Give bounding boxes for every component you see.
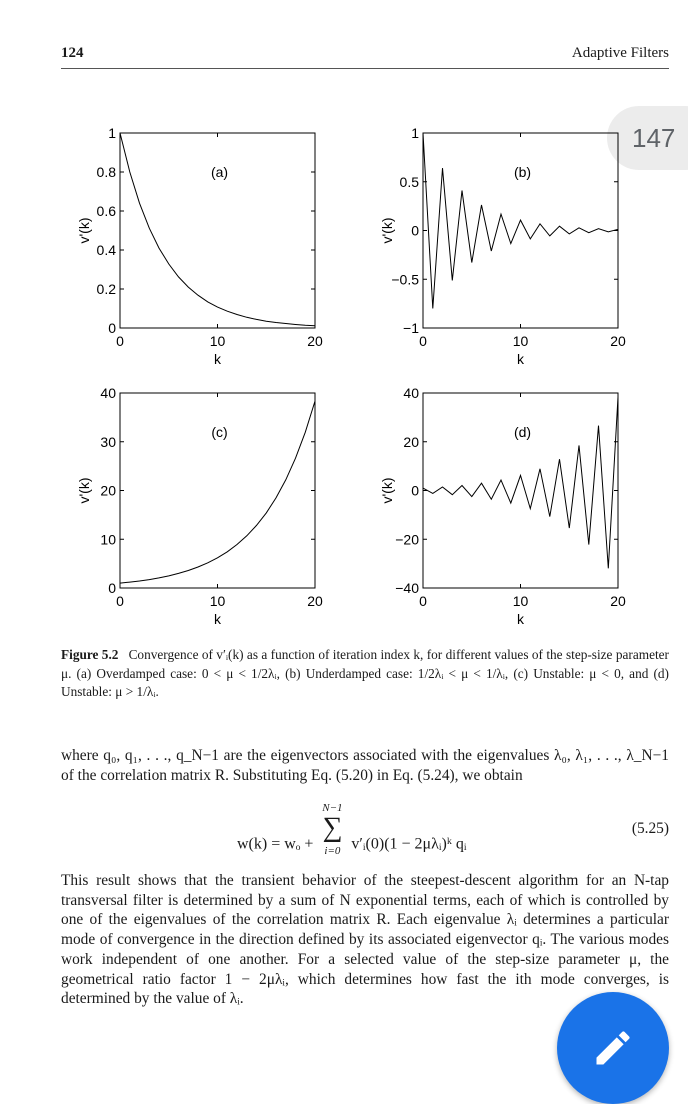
y-tick-label: 20: [403, 433, 419, 450]
x-tick-label: 20: [307, 333, 323, 349]
y-tick-label: −0.5: [391, 271, 419, 288]
y-tick-label: 10: [100, 531, 116, 548]
y-tick-label: −1: [403, 320, 419, 336]
x-tick-label: 0: [116, 333, 124, 349]
y-tick-label: 0.6: [96, 203, 116, 219]
y-tick-label: 0.2: [96, 281, 116, 297]
y-tick-label: 20: [100, 482, 116, 499]
sum-lower-limit: i=0: [324, 845, 341, 857]
y-tick-label: −40: [395, 580, 419, 596]
x-tick-label: 10: [209, 333, 226, 349]
series-line: [423, 133, 618, 309]
plot-frame: [423, 393, 618, 588]
y-tick-label: 1: [411, 125, 419, 141]
series-line: [423, 397, 618, 568]
x-tick-label: 20: [610, 333, 626, 349]
plot-panel-1: [76, 125, 323, 367]
y-axis-label: v'(k): [379, 477, 395, 504]
y-tick-label: −20: [395, 531, 419, 548]
sigma-icon: ∑: [322, 812, 343, 843]
y-tick-label: 0: [411, 222, 419, 239]
plot-frame: [423, 133, 618, 328]
y-tick-label: 0: [108, 580, 116, 596]
paragraph-transient-behavior: This result shows that the transient behavior of the steepest-descent algorithm for an N-tap transversal filter is determined by a sum of N exponential terms, each of which is controlled by one of the eigenvalues of the correlation matrix R. Each eigenvalue λᵢ determines a particular mode of convergence in the direction defined by its associated eigenvector qᵢ. The various modes work independent of one another. For a selected value of the step-size parameter μ, the geometrical ratio factor 1 − 2μλᵢ, which determines how fast the ith mode converges, is determined by the value of λᵢ.: [61, 872, 669, 1008]
y-tick-label: 0: [411, 482, 419, 499]
y-axis-label: v'(k): [76, 477, 92, 504]
y-tick-label: 40: [100, 385, 116, 401]
y-axis-label: v'(k): [379, 217, 395, 244]
x-axis-label: k: [517, 351, 524, 367]
equation-lhs: w(k) = wₒ +: [237, 835, 314, 853]
x-axis-label: k: [517, 611, 524, 627]
x-axis-label: k: [214, 611, 221, 627]
y-axis-label: v'(k): [76, 217, 92, 244]
y-tick-label: 1: [108, 125, 116, 141]
page-number: 124: [61, 45, 84, 61]
panel-tag: (b): [513, 164, 532, 180]
equation-5-25: [61, 800, 669, 860]
y-tick-label: 40: [403, 385, 419, 401]
y-tick-label: 0.5: [399, 173, 419, 190]
panel-tag: (c): [211, 424, 228, 440]
plot-frame: [120, 393, 315, 588]
equation-number: (5.25): [631, 820, 669, 837]
x-tick-label: 0: [419, 593, 427, 609]
equation-rhs: v′ᵢ(0)(1 − 2μλᵢ)ᵏ qᵢ: [351, 835, 467, 853]
plot-panel-2: [379, 125, 626, 367]
sum-upper-limit: N−1: [322, 802, 343, 814]
x-tick-label: 10: [512, 593, 529, 609]
summation-symbol: [317, 802, 347, 870]
x-axis-label: k: [214, 351, 221, 367]
page-indicator-badge: 147: [607, 106, 688, 170]
x-tick-label: 0: [419, 333, 427, 349]
edit-button[interactable]: [557, 992, 669, 1104]
y-tick-label: 0.4: [96, 242, 116, 258]
series-line: [120, 133, 315, 326]
pencil-icon: [591, 1026, 635, 1070]
x-tick-label: 10: [512, 333, 529, 349]
panel-tag: (a): [210, 164, 229, 180]
y-tick-label: 30: [100, 433, 116, 450]
paragraph-eigenvectors: where q₀, q₁, . . ., q_N−1 are the eigenvectors associated with the eigenvalues λ₀, λ₁, . . ., λ_N−1 of the correlation matrix R. Substituting Eq. (5.20) in Eq. (5.24), we obtain: [61, 747, 669, 784]
x-tick-label: 10: [209, 593, 226, 609]
plot-panel-3: [76, 385, 323, 627]
caption-label: Figure 5.2: [61, 647, 119, 662]
plot-panel-4: [379, 385, 626, 627]
running-title: Adaptive Filters: [571, 45, 669, 61]
plot-frame: [120, 133, 315, 328]
x-tick-label: 20: [307, 593, 323, 609]
x-tick-label: 0: [116, 593, 124, 609]
y-tick-label: 0.8: [96, 164, 116, 180]
x-tick-label: 20: [610, 593, 626, 609]
caption-text: Convergence of v′ᵢ(k) as a function of iteration index k, for different values of the step-size parameter μ. (a) Overdamped case: 0 < μ < 1/2λᵢ, (b) Underdamped case: 1/2λᵢ < μ < 1/λᵢ, (c) Unstable: μ < 0, and (d) Unstable: μ > 1/λᵢ.: [61, 647, 669, 699]
equation-body: [237, 802, 467, 870]
figure-caption: [61, 646, 669, 702]
panel-tag: (d): [513, 424, 532, 440]
y-tick-label: 0: [108, 320, 116, 336]
